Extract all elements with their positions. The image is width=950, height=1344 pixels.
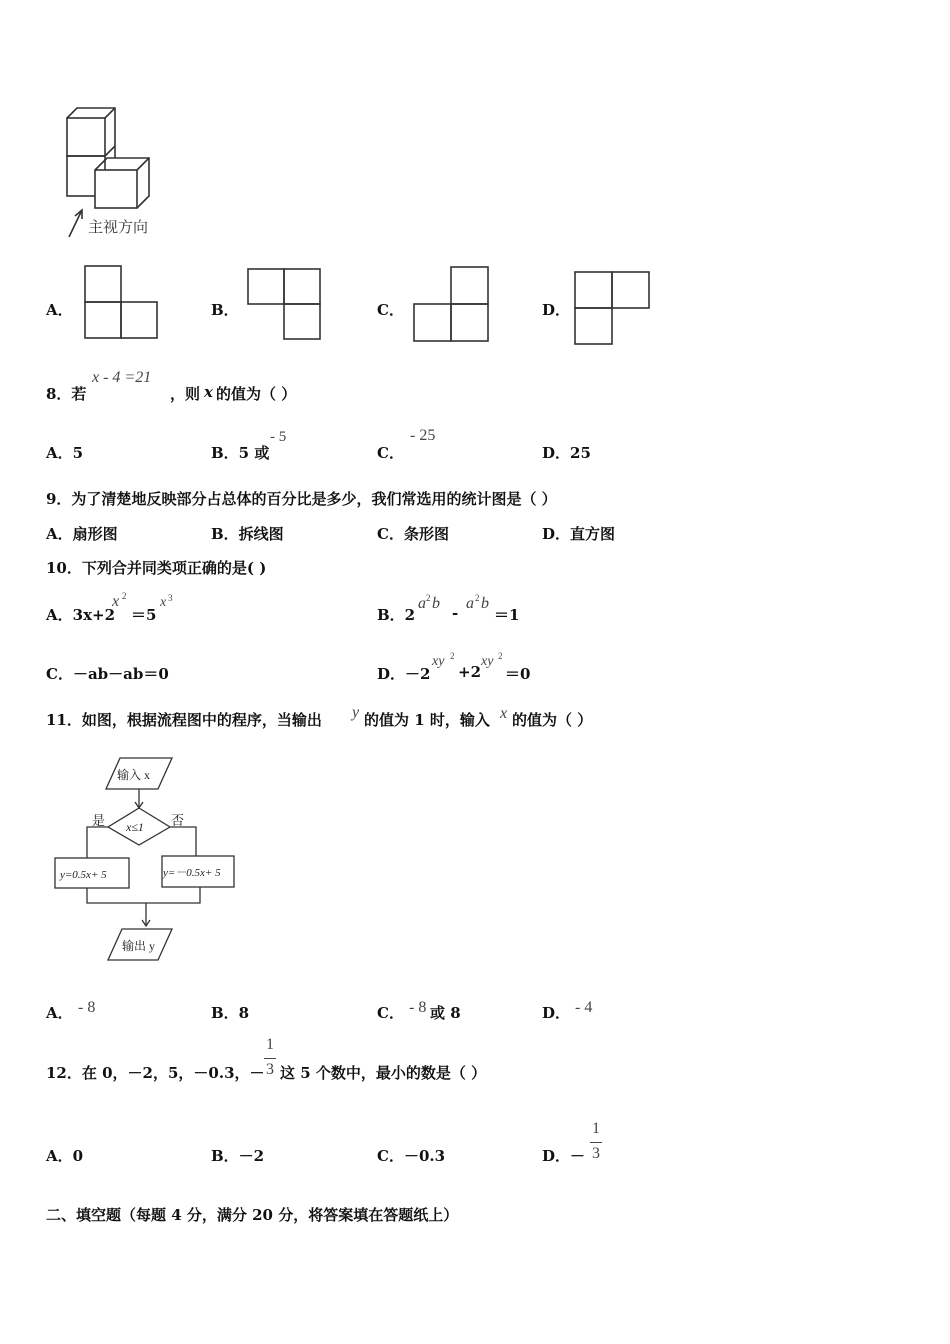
q7-option-c-label[interactable]: C． — [377, 301, 404, 319]
q9-option-d[interactable]: D．直方图 — [542, 525, 616, 543]
q10-option-d-exp2: 2 — [498, 651, 503, 661]
q9-option-c[interactable]: C．条形图 — [377, 525, 449, 543]
flowchart-figure — [50, 755, 250, 965]
q10-option-d-exp1: 2 — [450, 651, 455, 661]
q12-option-c[interactable]: C．－0.3 — [377, 1147, 446, 1165]
q12-option-d-numerator: 1 — [592, 1120, 600, 1137]
q11-suffix: 的值为（ ） — [512, 711, 593, 729]
q9-option-b[interactable]: B．拆线图 — [211, 525, 284, 543]
q11-option-a-math: - 8 — [78, 999, 96, 1016]
view-direction-caption: 主视方向 — [88, 218, 149, 236]
q10-option-b-b1: b — [432, 595, 440, 612]
q8-variable: x — [204, 383, 213, 401]
q10-option-d-xy2: xy — [481, 654, 494, 669]
flow-yes-label: 是 — [92, 813, 106, 828]
q10-option-d-mid: +2 — [458, 663, 482, 681]
q7-option-d-figure — [574, 271, 650, 345]
q8-option-d[interactable]: D．25 — [542, 444, 591, 462]
q8-option-b-label[interactable]: B．5 或 — [211, 444, 270, 462]
q10-option-d-end: ＝0 — [505, 665, 531, 683]
q10-option-b-end: ＝1 — [494, 606, 520, 624]
q10-option-b-exp1: 2 — [426, 593, 431, 603]
q10-option-a-x2: x — [160, 595, 167, 610]
q10-option-d-label[interactable]: D．－2 — [377, 665, 431, 683]
q11-mid: 的值为 1 时，输入 — [364, 711, 490, 729]
q9-option-a[interactable]: A．扇形图 — [46, 525, 118, 543]
q11-option-c-end: 或 8 — [430, 1004, 461, 1022]
q10-option-a-mid: ＝5 — [131, 606, 157, 624]
q11-option-c-math: - 8 — [409, 999, 427, 1016]
q8-suffix-a: ，则 — [170, 385, 201, 403]
q8-option-c-math: - 25 — [410, 427, 436, 444]
q12-option-d-fraction-bar — [590, 1142, 602, 1143]
q10-option-d-xy1: xy — [432, 654, 445, 669]
q11-option-d-label[interactable]: D． — [542, 1004, 571, 1022]
q12-option-d-label[interactable]: D．－ — [542, 1147, 586, 1165]
section-2-title: 二、填空题（每题 4 分，满分 20 分，将答案填在答题纸上） — [46, 1206, 459, 1224]
q10-option-b-exp2: 2 — [475, 593, 480, 603]
q8-option-c-label[interactable]: C． — [377, 444, 404, 462]
q10-option-b-minus: - — [452, 604, 459, 622]
q12-fraction-denominator: 3 — [266, 1061, 274, 1078]
q7-option-a-label[interactable]: A． — [46, 301, 73, 319]
q7-option-a-figure — [84, 265, 158, 339]
q7-option-d-label[interactable]: D． — [542, 301, 571, 319]
flow-condition-text: x≤1 — [126, 820, 144, 834]
q10-stem: 10．下列合并同类项正确的是( ) — [46, 559, 267, 577]
q10-option-b-b2: b — [481, 595, 489, 612]
q7-option-c-figure — [413, 266, 489, 342]
q11-prefix: 11．如图，根据流程图中的程序，当输出 — [46, 711, 322, 729]
flow-output-text: 输出 y — [122, 939, 156, 953]
q11-option-d-math: - 4 — [575, 999, 593, 1016]
q12-fraction-bar — [264, 1058, 276, 1059]
flow-right-text: y=－0.5x+ 5 — [163, 867, 221, 879]
flow-no-label: 否 — [171, 813, 185, 828]
q8-suffix-b: 的值为（ ） — [216, 385, 297, 403]
q8-prefix: 8．若 — [46, 385, 87, 403]
q12-prefix: 12．在 0，－2，5，－0.3，－ — [46, 1064, 265, 1082]
q10-option-c[interactable]: C．－ab－ab＝0 — [46, 665, 169, 683]
q12-suffix: 这 5 个数中，最小的数是（ ） — [280, 1064, 487, 1082]
q8-option-a[interactable]: A．5 — [46, 444, 84, 462]
flow-left-text: y=0.5x+ 5 — [60, 869, 107, 881]
q11-option-a-label[interactable]: A． — [46, 1004, 73, 1022]
q10-option-b-label[interactable]: B．2 — [377, 606, 416, 624]
q10-option-a-exp1: 2 — [122, 591, 127, 601]
q12-option-a[interactable]: A．0 — [46, 1147, 84, 1165]
q12-fraction-numerator: 1 — [266, 1036, 274, 1053]
q12-option-d-denominator: 3 — [592, 1145, 600, 1162]
flow-input-text: 输入 x — [117, 768, 151, 782]
q10-option-b-a2: a — [466, 595, 474, 612]
q10-option-b-a1: a — [418, 595, 426, 612]
q11-option-c-label[interactable]: C． — [377, 1004, 404, 1022]
q7-option-b-label[interactable]: B． — [211, 301, 239, 319]
q11-var-x: x — [500, 705, 508, 722]
q10-option-a-x1: x — [112, 593, 120, 610]
q7-option-b-figure — [247, 268, 321, 340]
q10-option-a-exp2: 3 — [168, 593, 173, 603]
q8-option-b-math: - 5 — [270, 429, 287, 445]
q8-expression: x - 4 =21 — [92, 369, 152, 386]
q11-var-y: y — [352, 704, 360, 721]
q12-option-b[interactable]: B．－2 — [211, 1147, 265, 1165]
q10-option-a-label[interactable]: A．3x+2 — [46, 606, 116, 624]
q11-option-b[interactable]: B．8 — [211, 1004, 250, 1022]
q9-stem: 9．为了清楚地反映部分占总体的百分比是多少，我们常选用的统计图是（ ） — [46, 490, 557, 508]
